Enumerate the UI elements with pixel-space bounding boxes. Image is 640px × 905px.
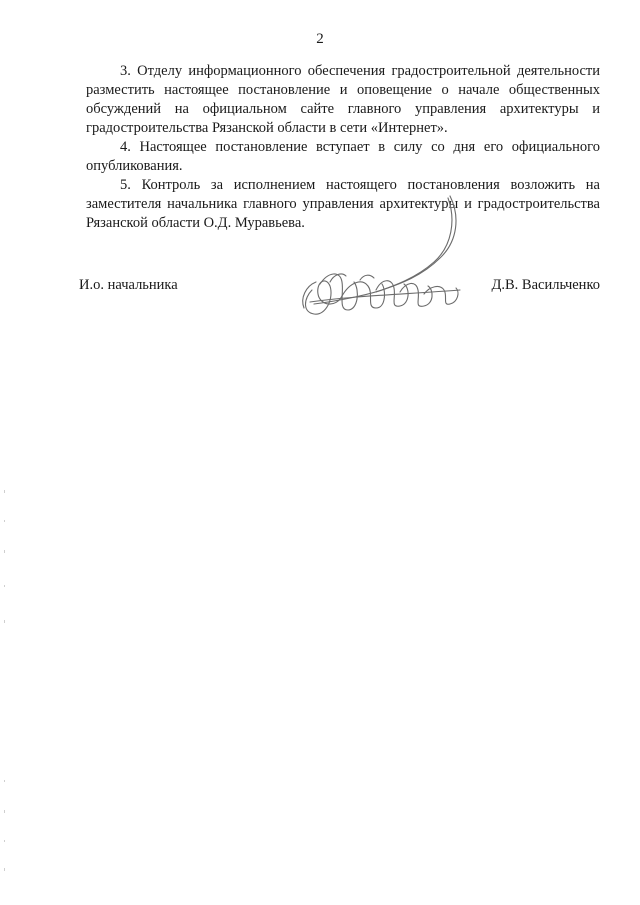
paragraph-5: 5. Контроль за исполнением настоящего постановления возложить на заместителя начальника главного управления архитектуры и градостроительства Рязанской области О.Д. Муравьева. bbox=[86, 177, 600, 231]
paragraph-3: 3. Отделу информационного обеспечения градостроительной деятельности разместить настоящее постановление и оповещение о начале общественных обсуждений на официальном сайте главного управления архитектуры и градостроительства Рязанской области в сети «Интернет». bbox=[86, 63, 600, 136]
signatory-position: И.о. начальника bbox=[79, 277, 178, 293]
paragraph-4: 4. Настоящее постановление вступает в силу со дня его официального опубликования. bbox=[86, 139, 600, 174]
handwritten-signature bbox=[290, 186, 475, 326]
scan-edge-marks bbox=[3, 480, 7, 880]
signatory-name: Д.В. Васильченко bbox=[491, 277, 600, 293]
page-number: 2 bbox=[316, 31, 324, 47]
